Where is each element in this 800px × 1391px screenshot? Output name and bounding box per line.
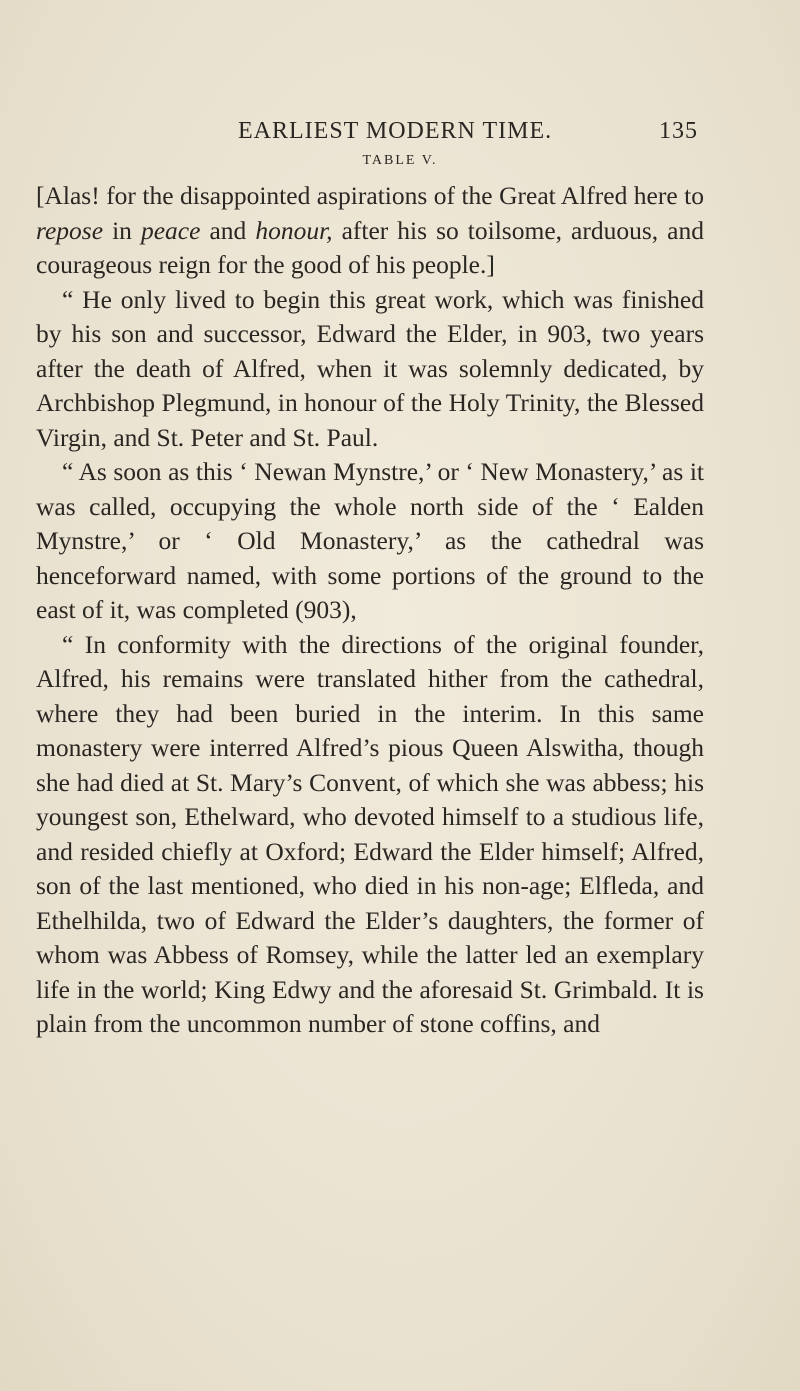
paragraph-alas-text-a: [Alas! for the disappointed aspirations of the Great Alfred here to — [36, 181, 704, 210]
paragraph-edward: “ He only lived to begin this great work, which was finished by his son and successor, Edward the Elder, in 903, two years after the death of Alfred, when it was solemnly dedicated, by Archbishop Plegmund, in honour of the Holy Trinity, the Blessed Virgin, and St. Peter and St. Paul. — [36, 284, 704, 452]
paragraph-alas-text-d: after his so toilsome, arduous, and courageous reign for the good of his people.] — [36, 215, 704, 279]
paragraph-alas-text-c: and — [200, 215, 256, 245]
paragraph-new-monastery: “ As soon as this ‘ Newan Mynstre,’ or ‘ New Monastery,’ as it was called, occupying the whole north side of the ‘ Ealden Mynstre,’ or ‘ Old Monastery,’ as the cathedral was henceforward named, with some portions of the ground to the east of it, was completed (903), — [36, 457, 704, 624]
italic-honour: honour, — [255, 215, 333, 245]
italic-repose: repose — [36, 215, 104, 245]
paragraph-alas-text-b: in — [103, 215, 141, 245]
section-label: TABLE V. — [362, 153, 438, 168]
running-head — [238, 118, 698, 148]
page-number: 135 — [659, 118, 698, 144]
italic-peace: peace — [140, 215, 201, 245]
running-title: EARLIEST MODERN TIME. — [238, 118, 553, 144]
body-text — [36, 179, 704, 1042]
paragraph-alas — [36, 179, 704, 283]
paragraph-conformity: “ In conformity with the directions of the original founder, Alfred, his remains were translated hither from the cathedral, where they had been buried in the interim. In this same monastery were interred Alfred’s pious Queen Alswitha, though she had died at St. Mary’s Convent, of which she was abbess; his youngest son, Ethelward, who devoted himself to a studious life, and resided chiefly at Oxford; Edward the Elder himself; Alfred, son of the last mentioned, who died in his non-age; Elfleda, and Ethelhilda, two of Edward the Elder’s daughters, the former of whom was Abbess of Romsey, while the latter led an exemplary life in the world; King Edwy and the aforesaid St. Grimbald. It is plain from the uncommon number of stone coffins, and — [36, 629, 704, 1038]
